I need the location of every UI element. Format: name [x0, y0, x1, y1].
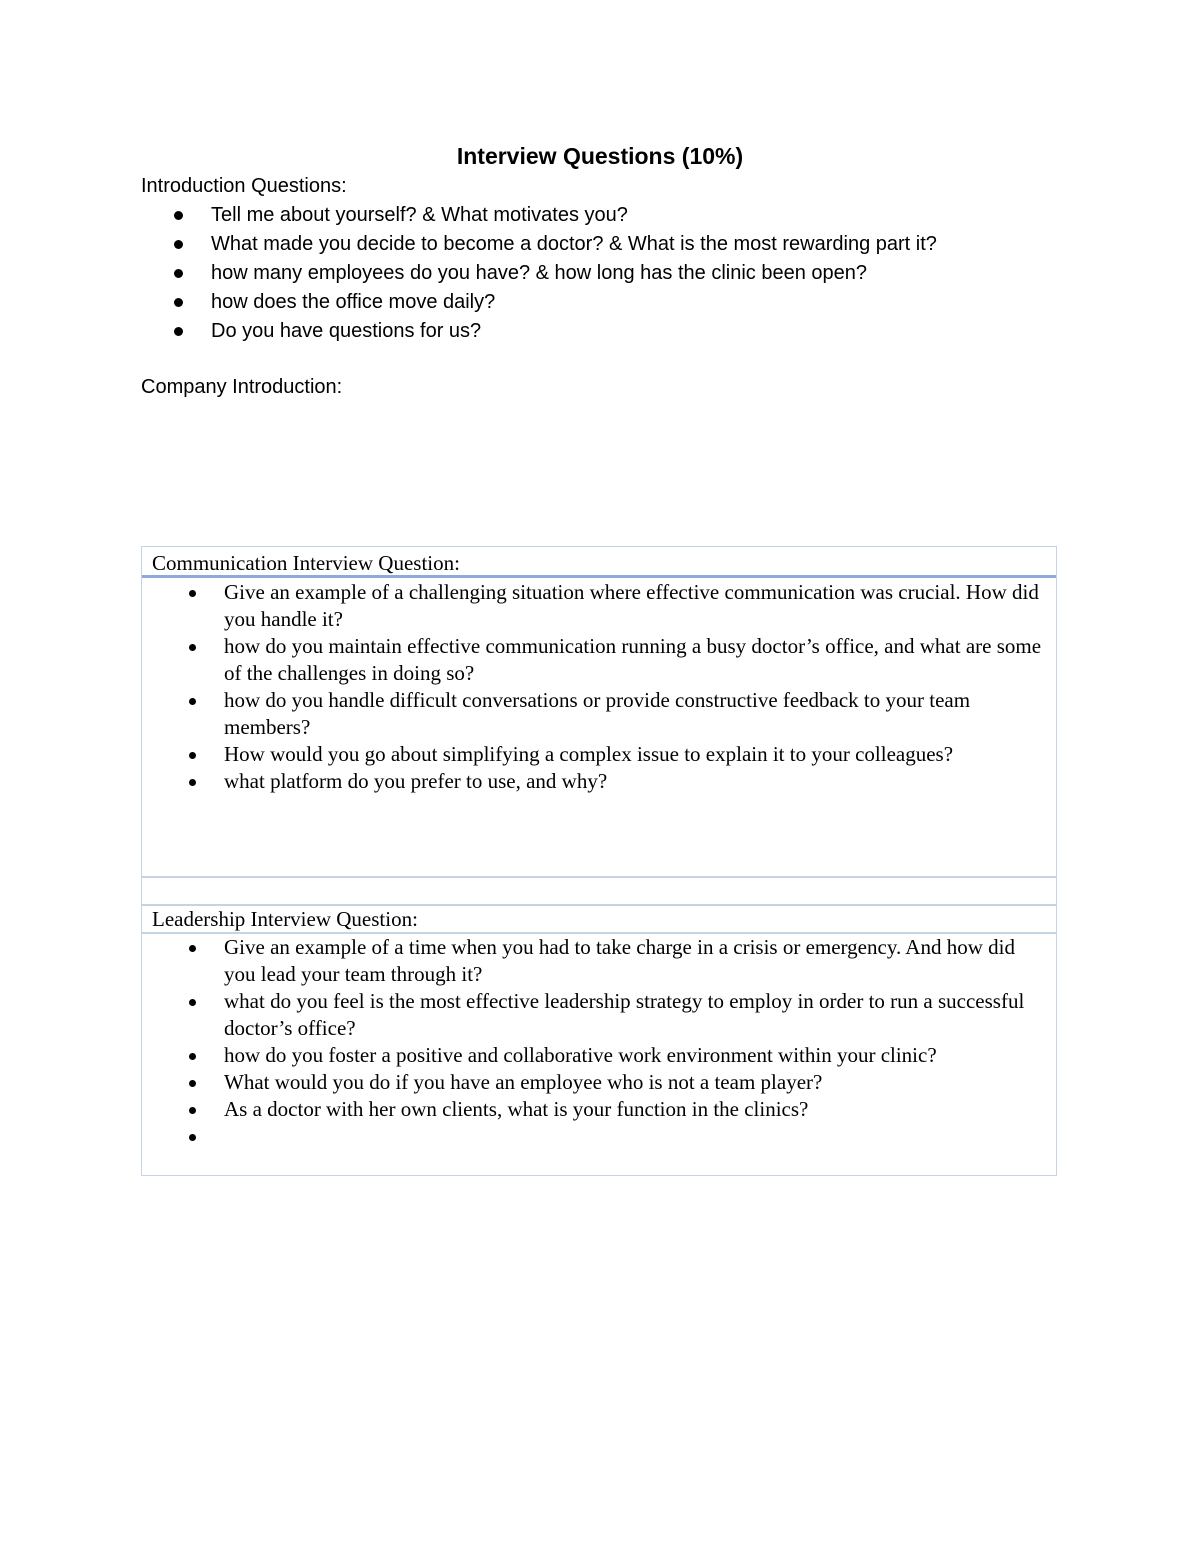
question-text: how do you maintain effective communication running a busy doctor’s office, and what are some of the challenges in doing so? — [224, 634, 1042, 685]
bullet-icon — [189, 1134, 196, 1141]
bullet-icon — [174, 269, 183, 278]
bullet-icon — [189, 945, 196, 952]
question-text: What made you decide to become a doctor? & What is the most rewarding part it? — [211, 233, 937, 255]
question-text: Give an example of a time when you had to take charge in a crisis or emergency. And how did you lead your team through it? — [224, 935, 1015, 986]
question-text: how do you handle difficult conversations or provide constructive feedback to your team members? — [224, 688, 971, 739]
introduction-question-list — [141, 201, 937, 346]
question-text: how does the office move daily? — [211, 291, 496, 313]
bullet-icon — [174, 240, 183, 249]
list-item — [142, 768, 1056, 795]
list-item — [142, 579, 1056, 633]
question-text: what platform do you prefer to use, and why? — [224, 769, 608, 793]
bullet-icon — [189, 644, 196, 651]
list-item — [141, 259, 937, 288]
list-item — [142, 1096, 1056, 1123]
bullet-icon — [189, 590, 196, 597]
communication-question-list — [142, 579, 1056, 795]
bullet-icon — [189, 1080, 196, 1087]
question-text: As a doctor with her own clients, what is your function in the clinics? — [224, 1097, 809, 1121]
leadership-question-list — [142, 934, 1056, 1150]
list-item — [142, 1123, 1056, 1150]
bullet-icon — [174, 327, 183, 336]
table-divider — [142, 575, 1056, 578]
question-text: Tell me about yourself? & What motivates you? — [211, 204, 628, 226]
list-item — [142, 1069, 1056, 1096]
list-item — [142, 687, 1056, 741]
list-item — [141, 288, 937, 317]
question-text: Give an example of a challenging situation where effective communication was crucial. How did you handle it? — [224, 580, 1039, 631]
communication-heading: Communication Interview Question: — [152, 551, 460, 575]
bullet-icon — [174, 298, 183, 307]
list-item — [142, 934, 1056, 988]
bullet-icon — [189, 752, 196, 759]
list-item — [142, 633, 1056, 687]
introduction-heading: Introduction Questions: — [141, 175, 347, 197]
bullet-icon — [174, 211, 183, 220]
list-item — [141, 230, 937, 259]
bullet-icon — [189, 1053, 196, 1060]
list-item — [141, 201, 937, 230]
question-text: how do you foster a positive and collaborative work environment within your clinic? — [224, 1043, 937, 1067]
question-text: how many employees do you have? & how long has the clinic been open? — [211, 262, 867, 284]
question-text: How would you go about simplifying a complex issue to explain it to your colleagues? — [224, 742, 954, 766]
interview-question-table — [141, 546, 1057, 1176]
bullet-icon — [189, 1107, 196, 1114]
leadership-heading: Leadership Interview Question: — [152, 907, 418, 931]
question-text: Do you have questions for us? — [211, 320, 482, 342]
page-title: Interview Questions (10%) — [456, 143, 744, 169]
table-divider — [142, 876, 1056, 878]
bullet-icon — [189, 698, 196, 705]
company-introduction-heading: Company Introduction: — [141, 376, 343, 398]
list-item — [141, 317, 937, 346]
question-text: What would you do if you have an employee who is not a team player? — [224, 1070, 823, 1094]
list-item — [142, 988, 1056, 1042]
bullet-icon — [189, 999, 196, 1006]
list-item — [142, 1042, 1056, 1069]
question-text: what do you feel is the most effective leadership strategy to employ in order to run a successful doctor’s office? — [224, 989, 1025, 1040]
bullet-icon — [189, 779, 196, 786]
list-item — [142, 741, 1056, 768]
